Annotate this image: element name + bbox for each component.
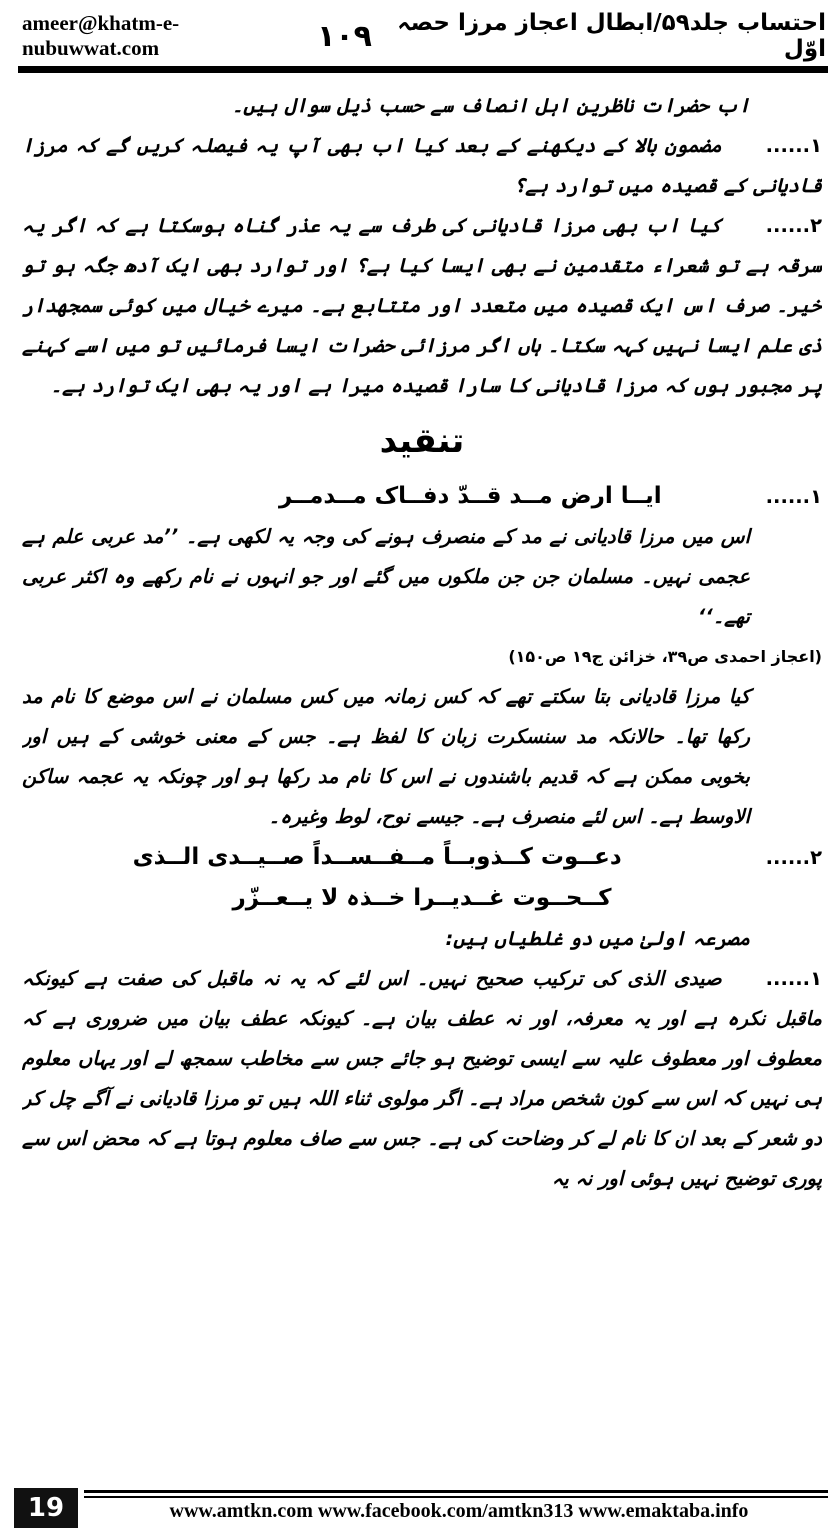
footer-links: www.amtkn.com www.facebook.com/amtkn313 www.emaktaba.info [169, 1500, 749, 1522]
para-commentary-2: کیا مرزا قادیانی بتا سکتے تھے کہ کس زمانہ میں کس مسلمان نے اس موضع کا نام مد رکھا تھا۔ حالانکہ مد سنسکرت زبان کا لفظ ہے۔ جس کے معنی خوشی کے ہیں اور بخوبی ممکن ہے کہ قدیم باشندوں نے اس کا نام مد رکھا ہو اور چونکہ یہ عجمہ ساکن الاوسط ہے۔ اس لئے منصرف ہے۔ جیسے نوح، لوط وغیرہ۔ [22, 685, 750, 828]
header-email: ameer@khatm-e-nubuwwat.com [22, 11, 180, 60]
header-book-title: احتساب جلد۵۹/ابطال اعجاز مرزا حصہ اوّل [397, 10, 826, 62]
para-text: کیا اب بھی مرزا قادیانی کی طرف سے یہ عذر گناہ ہوسکتا ہے کہ اگر یہ سرقہ ہے تو شعراء متقدمین نے بھی ایسا کیا ہے؟ اور توارد بھی ایک آدھ جگہ ہو تو خیر۔ صرف اس ایک قصیدہ میں متعدد اور متتابع ہے۔ میرے خیال میں کوئی سمجھدار ذی علم ایسا نہیں کہہ سکتا۔ ہاں اگر مرزائی حضرات ایسا فرمائیں تو میں اسے کہنے پر مجبور ہوں کہ مرزا قادیانی کا سارا قصیدہ میرا ہے اور یہ بھی ایک توارد ہے۔ [22, 214, 822, 397]
page-header [22, 10, 826, 62]
verse-text: دعــوت کــذوبــاً مــفــســداً صــیــدی الــذی [132, 844, 622, 870]
item-number: ۱...... [765, 134, 822, 157]
page-footer [14, 1488, 828, 1532]
verse-2a [22, 837, 822, 878]
header-rule [18, 66, 828, 73]
item-number: ۱...... [765, 967, 822, 990]
verse-1 [22, 476, 822, 517]
item-number: ۱...... [765, 485, 822, 508]
para-commentary-1: اس میں مرزا قادیانی نے مد کے منصرف ہونے کی وجہ یہ لکھی ہے۔ ’’مد عربی علم ہے عجمی نہیں۔ مسلمان جن جن ملکوں میں گئے اور جو انہوں نے نام رکھے وہ اکثر عربی تھے۔‘‘ [22, 525, 750, 628]
verse-text: ایــا ارض مــد قــدّ دفــاک مــدمــر [279, 483, 662, 509]
section-heading: تنقید [379, 421, 465, 461]
item-number: ۲...... [765, 846, 822, 869]
header-left [22, 11, 372, 61]
para-text: صیدی الذی کی ترکیب صحیح نہیں۔ اس لئے کہ یہ نہ ماقبل کی صفت ہے کیونکہ ماقبل نکرہ ہے اور یہ معرفہ، اور نہ عطف بیان ہے۔ کیونکہ عطف بیان میں ضروری ہے کہ معطوف اور معطوف علیہ سے ایسی توضیح ہو جائے جس سے مخاطب سمجھ لے اور یہاں معلوم ہی نہیں کہ اس سے کون شخص مراد ہے۔ اگر مولوی ثناء اللہ ہیں تو مرزا قادیانی نے آگے چل کر دو شعر کے بعد ان کا نام لے کر وضاحت کی ہے۔ جس سے صاف معلوم ہوتا ہے کہ محض اس سے پوری توضیح نہیں ہوئی اور نہ یہ [22, 967, 822, 1190]
para-question-1 [22, 126, 822, 206]
page-content [22, 86, 822, 1480]
reference-citation: (اعجاز احمدی ص۳۹، خزائن ج۱۹ ص۱۵۰) [508, 647, 822, 666]
verse-text: کــحــوت غــدیــرا خــذہ لا یــعــزّر [232, 885, 612, 911]
footer-rule [84, 1490, 828, 1493]
para-question-2 [22, 206, 822, 406]
para-errors-intro: مصرعہ اولیٰ میں دو غلطیاں ہیں: [445, 927, 750, 950]
footer-page-number: 19 [14, 1488, 78, 1528]
header-page-number: ۱۰۹ [317, 18, 372, 54]
item-number: ۲...... [765, 214, 822, 237]
footer-rule-thin [84, 1496, 828, 1498]
para-intro: اب حضرات ناظرین اہل انصاف سے حسب ذیل سوال ہیں۔ [231, 94, 750, 117]
para-text: مضمون بالا کے دیکھنے کے بعد کیا اب بھی آپ یہ فیصلہ کریں گے کہ مرزا قادیانی کے قصیدہ میں توارد ہے؟ [22, 134, 822, 197]
para-error-1 [22, 959, 822, 1199]
verse-2b [22, 878, 822, 919]
